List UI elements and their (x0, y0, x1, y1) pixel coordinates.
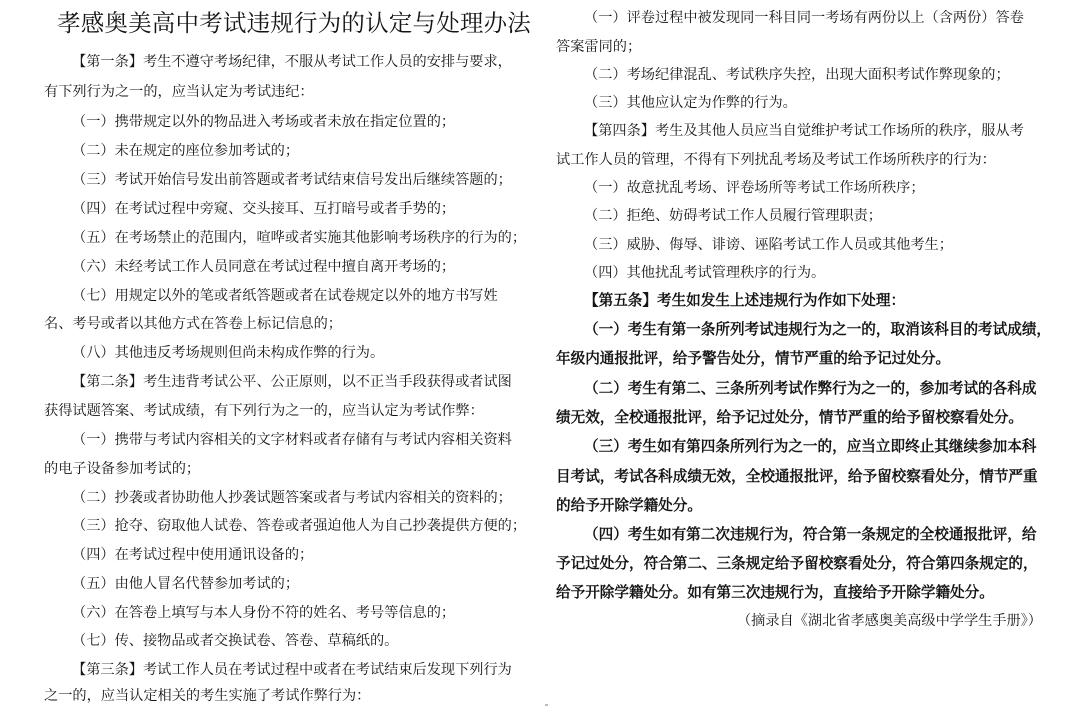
article-3-line: 【第三条】考试工作人员在考试过程中或者在考试结束后发现下列行为 (72, 662, 512, 678)
article-5-item: （二）考生有第二、三条所列考试作弊行为之一的，参加考试的各科成 (584, 380, 1037, 397)
article-5-item: 目考试，考试各科成绩无效，全校通报批评，给予留校察看处分，情节严重 (556, 468, 1038, 485)
article-5-line: 【第五条】考生如发生上述违规行为作如下处理： (584, 292, 906, 309)
article-3-item: 答案雷同的； (556, 39, 642, 55)
article-5-item: 绩无效，全校通报批评，给予记过处分，情节严重的给予留校察看处分。 (556, 409, 1024, 426)
article-1-item: 名、考号或者以其他方式在答卷上标记信息的； (44, 316, 342, 332)
scan-speck (545, 704, 548, 706)
article-5-item: 年级内通报批评，给予警告处分，情节严重的给予记过处分。 (556, 350, 951, 367)
article-3-item: （一）评卷过程中被发现同一科目同一考场有两份以上（含两份）答卷 (584, 10, 1024, 26)
article-5-item: 给予开除学籍处分。如有第三次违规行为，直接给予开除学籍处分。 (556, 584, 994, 601)
article-1-item: （八）其他违反考场规则但尚未构成作弊的行为。 (72, 345, 385, 361)
article-1-line: 有下列行为之一的，应当认定为考试违纪： (44, 84, 314, 100)
article-1-line: 【第一条】考生不遵守考场纪律，不服从考试工作人员的安排与要求， (72, 54, 512, 70)
article-1-item: （六）未经考试工作人员同意在考试过程中擅自离开考场的； (72, 259, 456, 275)
article-2-item: （二）抄袭或者协助他人抄袭试题答案或者与考试内容相关的资料的； (72, 490, 512, 506)
article-2-item: （六）在答卷上填写与本人身份不符的姓名、考号等信息的； (72, 605, 456, 621)
article-2-item: （五）由他人冒名代替参加考试的； (72, 576, 300, 592)
article-2-item: 的电子设备参加考试的； (44, 461, 201, 477)
article-2-item: （一）携带与考试内容相关的文字材料或者存储有与考试内容相关资料 (72, 432, 512, 448)
article-2-item: （七）传、接物品或者交换试卷、答卷、草稿纸的。 (72, 633, 399, 649)
article-4-line: 试工作人员的管理，不得有下列扰乱考场及考试工作场所秩序的行为： (556, 152, 996, 168)
article-4-item: （三）威胁、侮辱、诽谤、诬陷考试工作人员或其他考生； (584, 237, 953, 253)
article-1-item: （四）在考试过程中旁窥、交头接耳、互打暗号或者手势的； (72, 201, 456, 217)
article-4-item: （四）其他扰乱考试管理秩序的行为。 (584, 265, 826, 281)
article-4-line: 【第四条】考生及其他人员应当自觉维护考试工作场所的秩序，服从考 (584, 123, 1024, 139)
article-2-item: （三）抢夺、窃取他人试卷、答卷或者强迫他人为自己抄袭提供方便的； (72, 518, 527, 534)
article-5-item: 予记过处分，符合第二、三条规定给予留校察看处分，符合第四条规定的， (556, 555, 1038, 572)
article-5-item: 的给予开除学籍处分。 (556, 497, 702, 514)
article-2-item: （四）在考试过程中使用通讯设备的； (72, 547, 314, 563)
article-5-item: （四）考生如有第二次违规行为，符合第一条规定的全校通报批评，给 (584, 526, 1037, 543)
source-citation: （摘录自《湖北省孝感奥美高级中学学生手册》） (736, 613, 1042, 629)
article-5-item: （一）考生有第一条所列考试违规行为之一的，取消该科目的考试成绩， (584, 321, 1052, 338)
article-5-item: （三）考生如有第四条所列行为之一的，应当立即终止其继续参加本科 (584, 438, 1037, 455)
document-title: 孝感奥美高中考试违规行为的认定与处理办法 (57, 9, 531, 37)
article-1-item: （二）未在规定的座位参加考试的； (72, 143, 300, 159)
article-2-line: 获得试题答案、考试成绩，有下列行为之一的，应当认定为考试作弊： (44, 403, 484, 419)
article-2-line: 【第二条】考生违背考试公平、公正原则，以不正当手段获得或者试图 (72, 374, 512, 390)
article-3-line: 之一的，应当认定相关的考生实施了考试作弊行为： (44, 688, 371, 704)
article-4-item: （二）拒绝、妨碍考试工作人员履行管理职责； (584, 208, 882, 224)
article-3-item: （二）考场纪律混乱、考试秩序失控，出现大面积考试作弊现象的； (584, 67, 1010, 83)
article-1-item: （七）用规定以外的笔或者纸答题或者在试卷规定以外的地方书写姓 (72, 288, 498, 304)
article-3-item: （三）其他应认定为作弊的行为。 (584, 95, 797, 111)
article-1-item: （五）在考场禁止的范围内，喧哗或者实施其他影响考场秩序的行为的； (72, 230, 527, 246)
article-4-item: （一）故意扰乱考场、评卷场所等考试工作场所秩序； (584, 180, 925, 196)
article-1-item: （一）携带规定以外的物品进入考场或者未放在指定位置的； (72, 114, 456, 130)
article-1-item: （三）考试开始信号发出前答题或者考试结束信号发出后继续答题的； (72, 172, 512, 188)
